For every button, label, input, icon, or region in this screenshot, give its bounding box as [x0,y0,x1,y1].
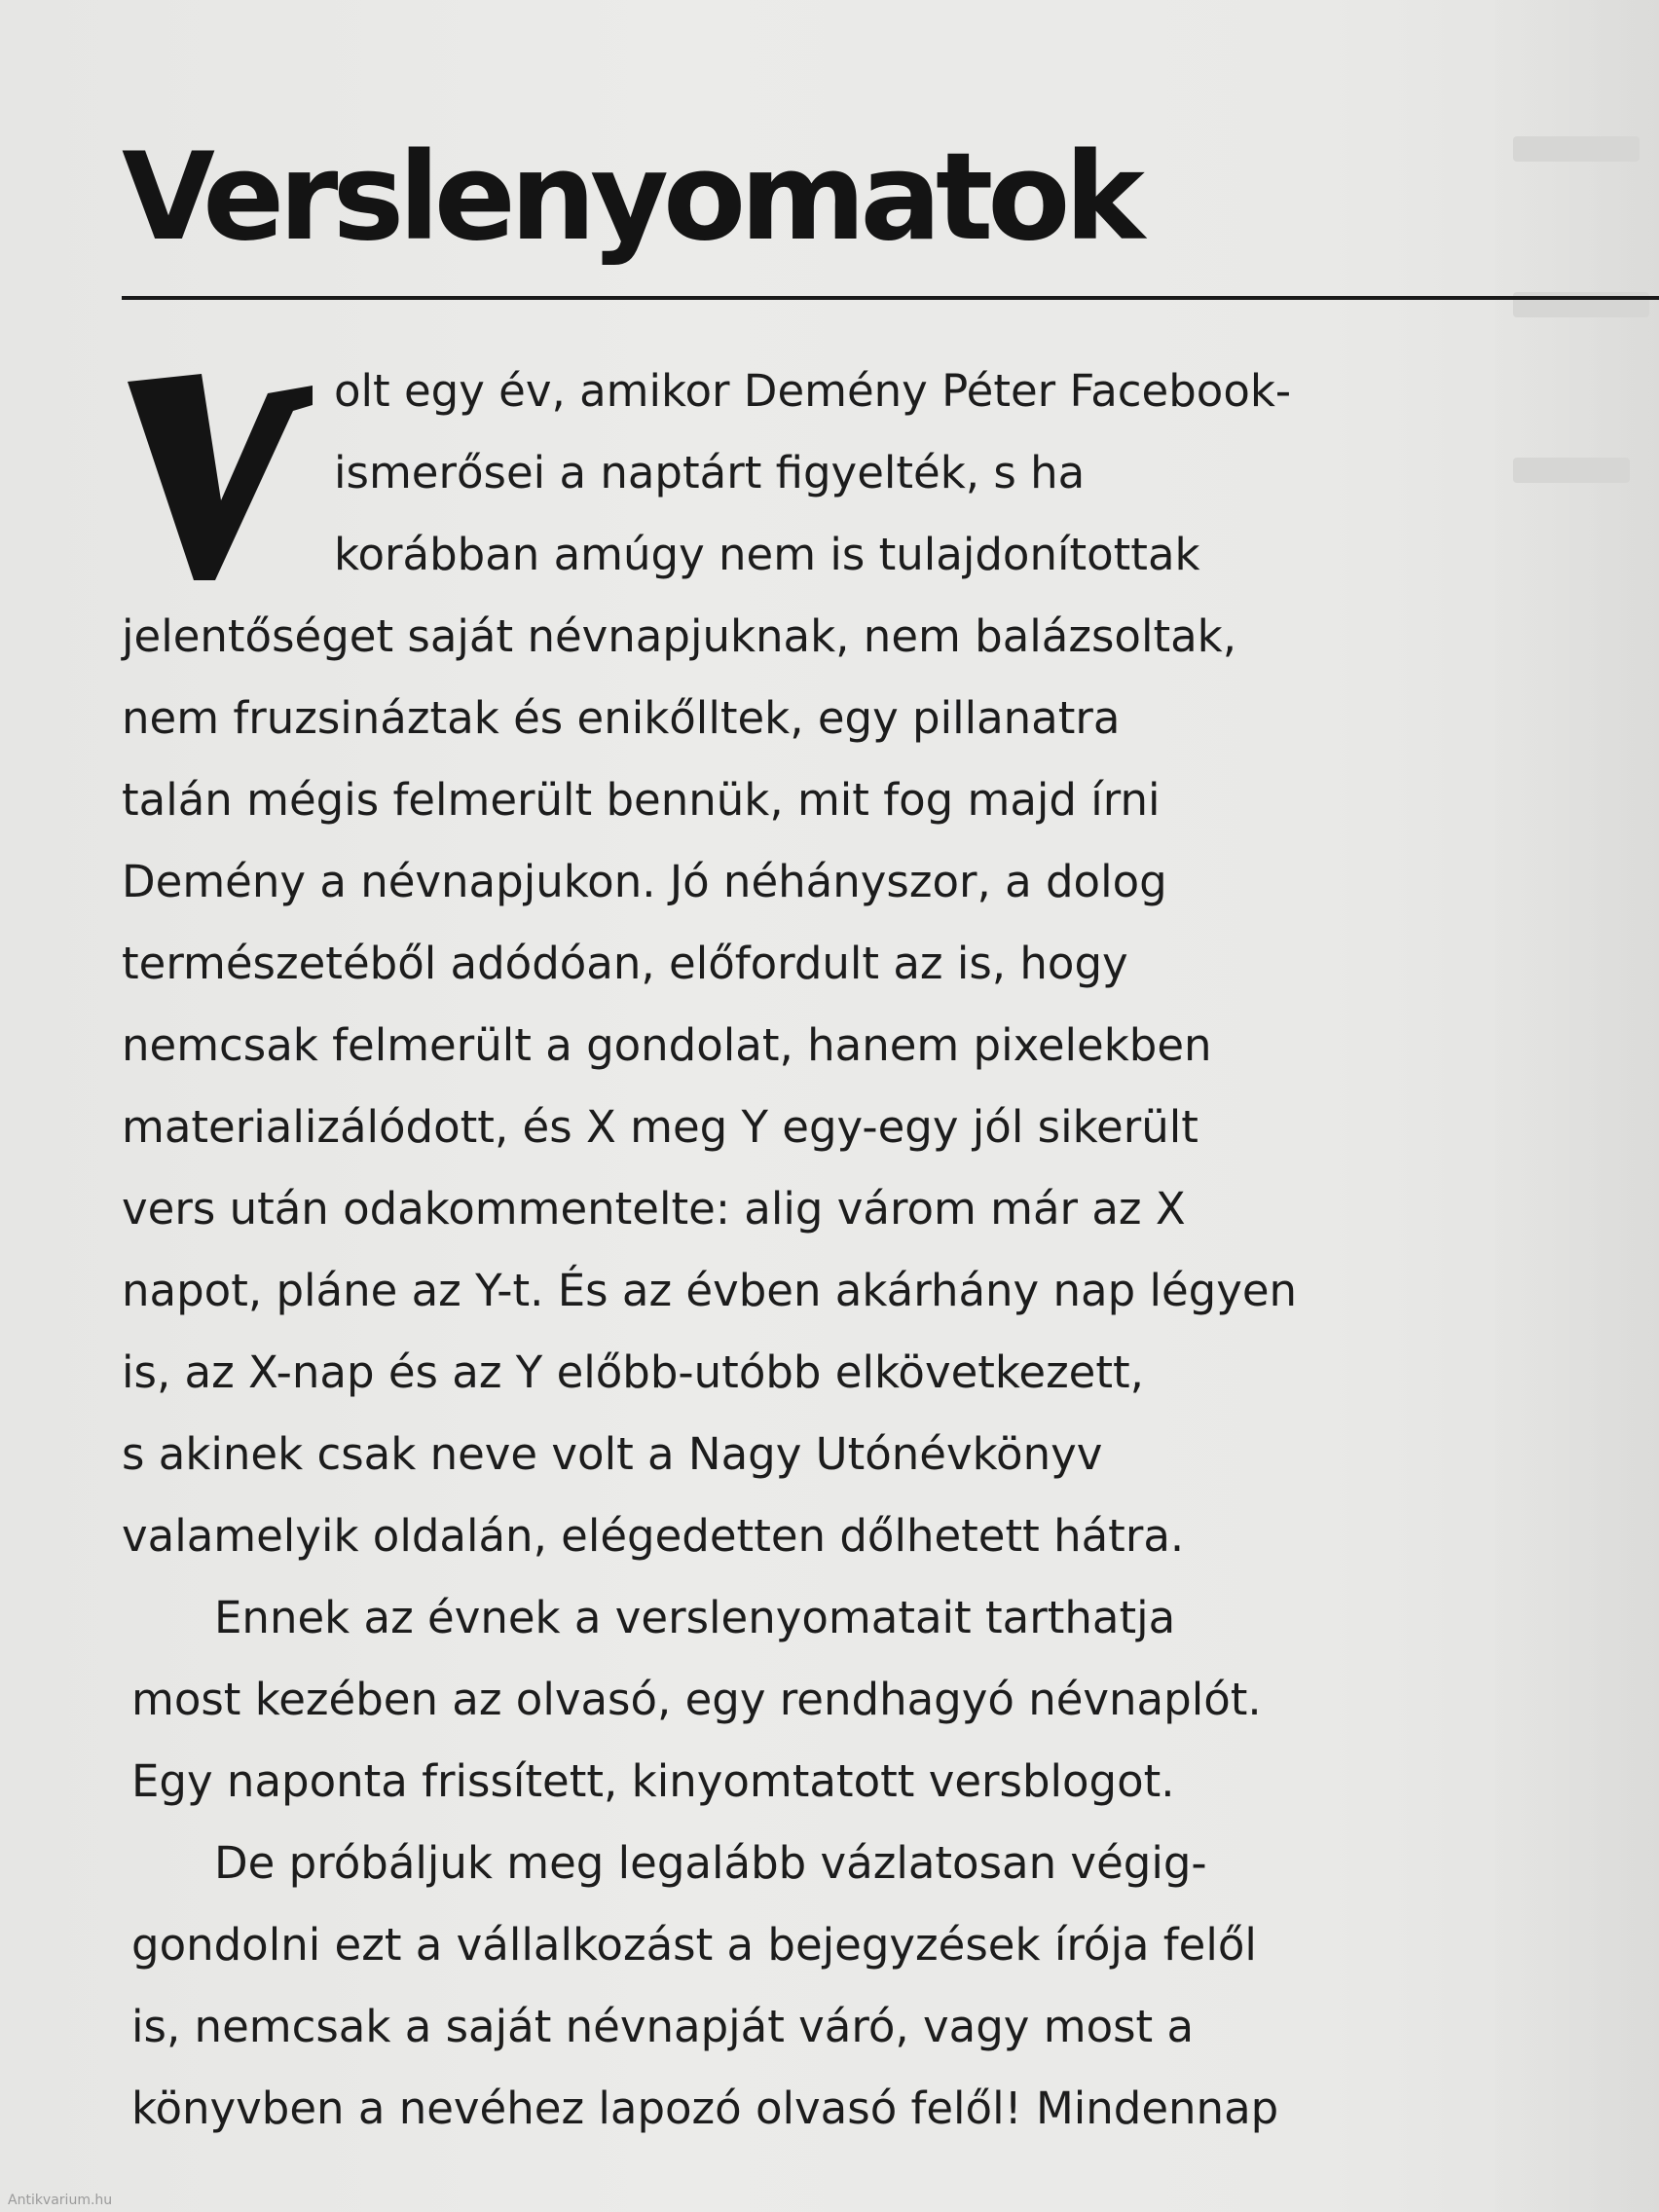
text-line: is, az X-nap és az Y előbb-utóbb elkövetkezett, [122,1346,1144,1398]
text-line: most kezében az olvasó, egy rendhagyó névnaplót. [131,1674,1262,1725]
bleed-mark [1513,458,1630,483]
article-body [122,350,1485,2150]
text-line: könyvben a nevéhez lapozó olvasó felől! Mindennap [131,2083,1279,2134]
text-line: De próbáljuk meg legalább vázlatosan végig- [214,1837,1207,1889]
page-title: Verslenyomatok [122,128,1139,268]
text-line: Demény a névnapjukon. Jó néhányszor, a dolog [122,856,1167,907]
text-line: valamelyik oldalán, elégedetten dőlhetett hátra. [122,1510,1185,1562]
text-line: talán mégis felmerült bennük, mit fog majd írni [122,774,1161,826]
bleed-mark [1513,136,1640,162]
text-line: nem fruzsináztak és enikőlltek, egy pillanatra [122,692,1121,744]
facing-page-bleed [1484,0,1659,2212]
text-line: Egy naponta frissített, kinyomtatott versblogot. [131,1755,1175,1807]
text-line: napot, pláne az Y-t. És az évben akárhány nap légyen [122,1265,1298,1316]
text-line: s akinek csak neve volt a Nagy Utónévkönyv [122,1428,1103,1480]
text-line: gondolni ezt a vállalkozást a bejegyzések írója felől [131,1919,1257,1971]
text-line: vers után odakommentelte: alig várom már az X [122,1183,1186,1235]
text-line: természetéből adódóan, előfordult az is, hogy [122,938,1128,989]
text-line: nemcsak felmerült a gondolat, hanem pixelekben [122,1019,1212,1071]
title-rule [122,296,1659,300]
text-line: jelentőséget saját névnapjuknak, nem balázsoltak, [122,610,1237,662]
watermark: Antikvarium.hu [8,2193,113,2208]
text-line: materializálódott, és X meg Y egy-egy jól sikerült [122,1101,1198,1153]
text-line: is, nemcsak a saját névnapját váró, vagy most a [131,2001,1195,2052]
text-line: korábban amúgy nem is tulajdonítottak [334,529,1200,580]
text-line: olt egy év, amikor Demény Péter Facebook- [334,365,1292,417]
text-line: Ennek az évnek a verslenyomatait tarthatja [214,1592,1176,1643]
text-line: ismerősei a naptárt figyelték, s ha [334,447,1086,498]
